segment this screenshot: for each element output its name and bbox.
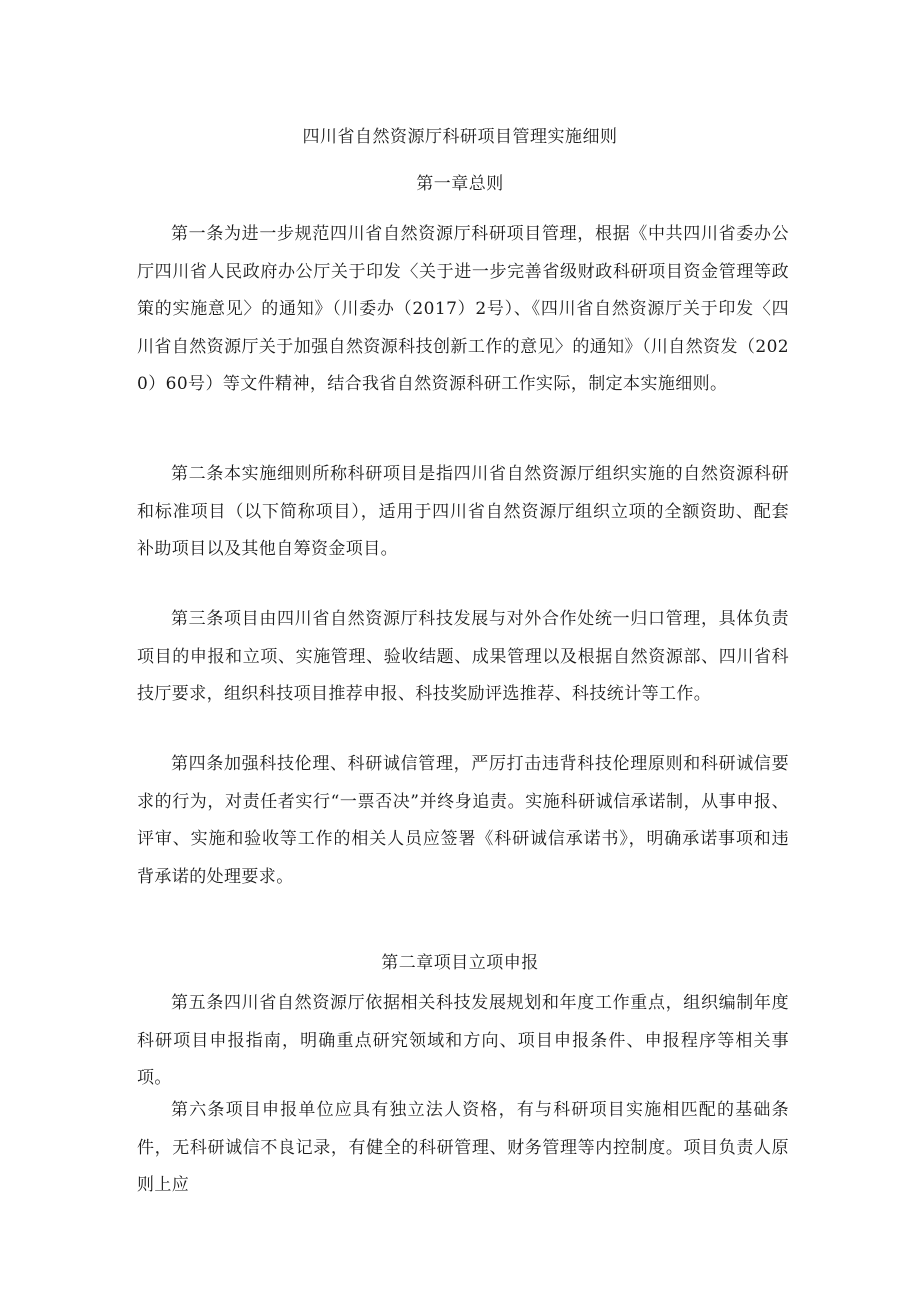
document-title: 四川省自然资源厅科研项目管理实施细则 bbox=[302, 127, 618, 147]
article-3-paragraph: 第三条项目由四川省自然资源厅科技发展与对外合作处统一归口管理，具体负责项目的申报和立项、实施管理、验收结题、成果管理以及根据自然资源部、四川省科技厅要求，组织科技项目推荐申报、科技奖励评选推荐、科技统计等工作。 bbox=[137, 609, 789, 704]
chapter-heading-2: 第二章项目立项申报 bbox=[381, 953, 539, 973]
article-2-paragraph: 第二条本实施细则所称科研项目是指四川省自然资源厅组织实施的自然资源科研和标准项目（以下简称项目），适用于四川省自然资源厅组织立项的全额资助、配套补助项目以及其他自筹资金项目。 bbox=[137, 464, 789, 559]
article-6-paragraph: 第六条项目申报单位应具有独立法人资格，有与科研项目实施相匹配的基础条件，无科研诚信不良记录，有健全的科研管理、财务管理等内控制度。项目负责人原则上应 bbox=[137, 1100, 789, 1195]
article-4-paragraph: 第四条加强科技伦理、科研诚信管理，严厉打击违背科技伦理原则和科研诚信要求的行为，对责任者实行“一票否决”并终身追责。实施科研诚信承诺制，从事申报、评审、实施和验收等工作的相关人员应签署《科研诚信承诺书》，明确承诺事项和违背承诺的处理要求。 bbox=[137, 754, 789, 887]
article-1-paragraph: 第一条为进一步规范四川省自然资源厅科研项目管理，根据《中共四川省委办公厅四川省人民政府办公厅关于印发〈关于进一步完善省级财政科研项目资金管理等政策的实施意见〉的通知》（川委办（2017）2号）、《四川省自然资源厅关于印发〈四川省自然资源厅关于加强自然资源科技创新工作的意见〉的通知》（川自然资发（2020）60号）等文件精神，结合我省自然资源科研工作实际，制定本实施细则。 bbox=[137, 224, 789, 394]
chapter-heading-1: 第一章总则 bbox=[416, 174, 504, 194]
article-5-paragraph: 第五条四川省自然资源厅依据相关科技发展规划和年度工作重点，组织编制年度科研项目申报指南，明确重点研究领域和方向、项目申报条件、申报程序等相关事项。 bbox=[137, 993, 789, 1088]
